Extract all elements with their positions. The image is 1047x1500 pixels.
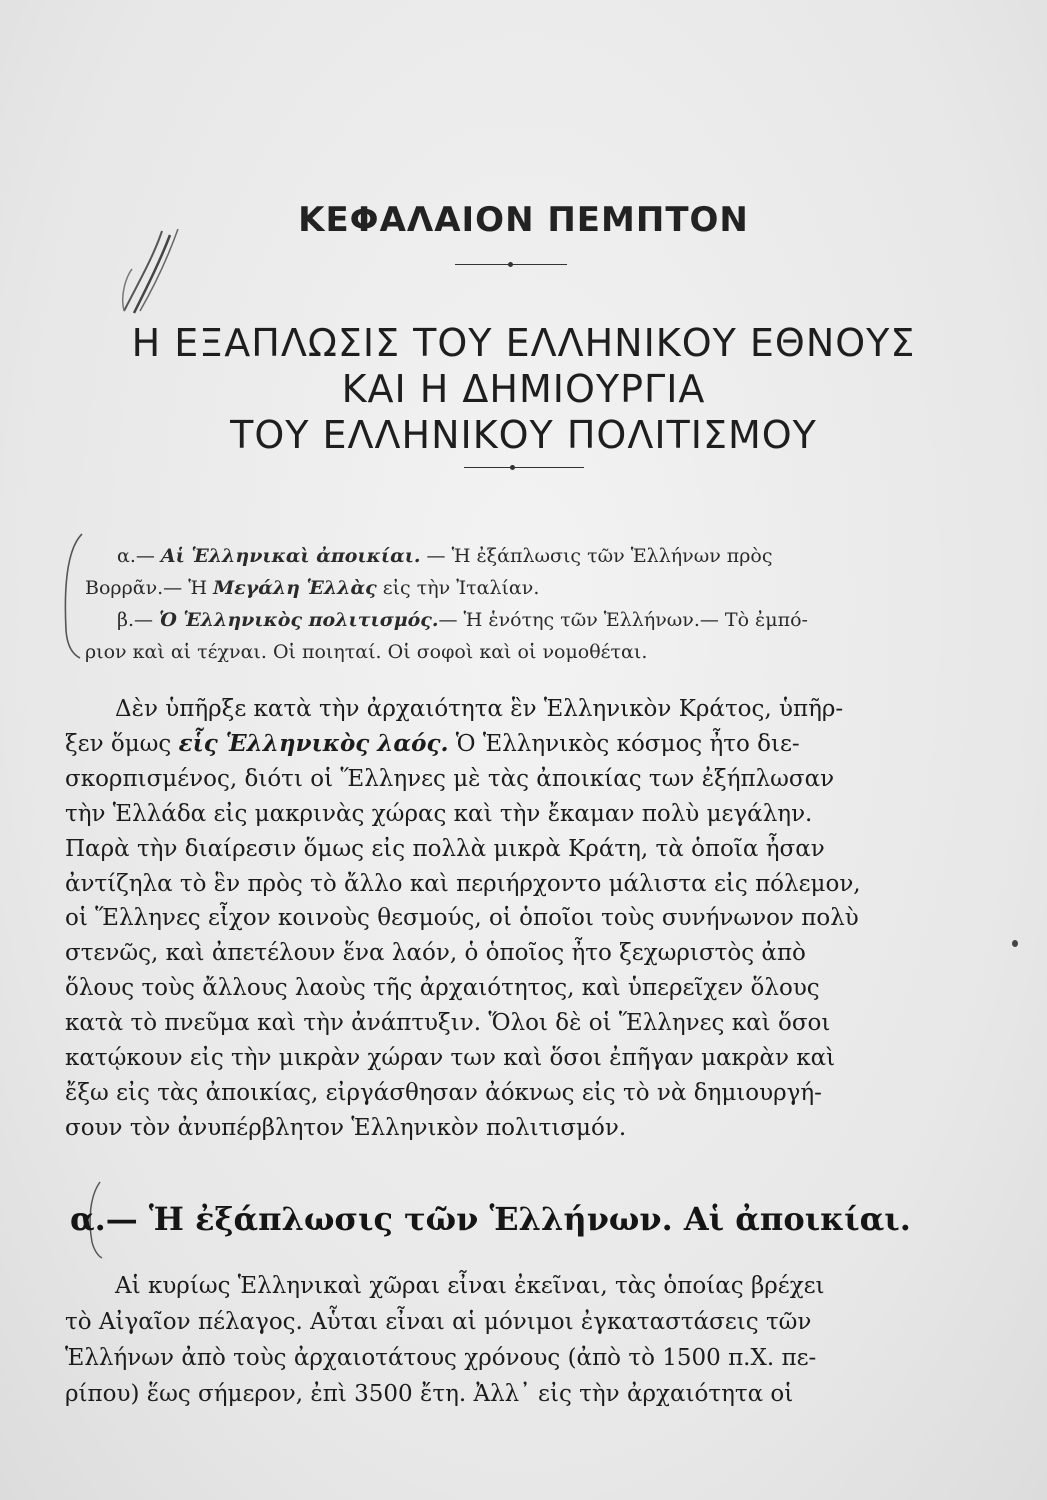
intro-line: οἱ Ἕλληνες εἶχον κοινοὺς θεσμούς, οἱ ὁποῖοι τοὺς συνήνωνον πολὺ xyxy=(65,905,859,932)
intro-line-2: ξεν ὅμως εἷς Ἑλληνικὸς λαός. Ὁ Ἑλληνικὸς κόσμος ἦτο διε- xyxy=(65,729,800,757)
intro-line: τὴν Ἑλλάδα εἰς μακρινὰς χώρας καὶ τὴν ἔκαμαν πολὺ μεγάλην. xyxy=(65,800,813,827)
chapter-title-line-2: ΚΑΙ Η ΔΗΜΙΟΥΡΓΙΑ xyxy=(341,367,706,411)
summary-line-1: α.— Αἱ Ἑλληνικαὶ ἀποικίαι. — Ἡ ἐξάπλωσις τῶν Ἑλλήνων πρὸς xyxy=(117,545,773,567)
intro-line: σουν τὸν ἀνυπέρβλητον Ἑλληνικὸν πολιτισμόν. xyxy=(65,1114,627,1141)
chapter-title xyxy=(40,320,1007,458)
intro-line: στενῶς, καὶ ἀπετέλουν ἕνα λαόν, ὁ ὁποῖος ἦτο ξεχωριστὸς ἀπὸ xyxy=(65,940,806,967)
intro-line: ὅλους τοὺς ἄλλους λαοὺς τῆς ἀρχαιότητος, καὶ ὑπερεῖχεν ὅλους xyxy=(65,975,820,1002)
summary-line-3: β.— Ὁ Ἑλληνικὸς πολιτισμός.— Ἡ ἑνότης τῶν Ἑλλήνων.— Τὸ ἐμπό- xyxy=(117,609,808,631)
ornament-dot-top xyxy=(508,262,513,267)
summary-line-2: Βορρᾶν.— Ἡ Μεγάλη Ἑλλὰς εἰς τὴν Ἰταλίαν. xyxy=(85,577,540,599)
intro-line-1: Δὲν ὑπῆρξε κατὰ τὴν ἀρχαιότητα ἓν Ἑλληνικὸν Κράτος, ὑπῆρ- xyxy=(115,696,844,722)
intro-line: ἔξω εἰς τὰς ἀποικίας, εἰργάσθησαν ἀόκνως εἰς τὸ νὰ δημιουργή- xyxy=(65,1079,822,1106)
ornament-dot-bottom xyxy=(510,465,515,470)
intro-line: σκορπισμένος, διότι οἱ Ἕλληνες μὲ τὰς ἀποικίας των ἐξήπλωσαν xyxy=(65,765,835,792)
chapter-summary xyxy=(85,540,925,668)
intro-line: κατῴκουν εἰς τὴν μικρὰν χώραν των καὶ ὅσοι ἐπῆγαν μακρὰν καὶ xyxy=(65,1045,836,1072)
section-line: τὸ Αἰγαῖον πέλαγος. Αὗται εἶναι αἱ μόνιμοι ἐγκαταστάσεις τῶν xyxy=(65,1309,812,1335)
chapter-label: ΚΕΦΑΛΑΙΟΝ ΠΕΜΠΤΟΝ xyxy=(298,200,749,240)
section-heading: α.— Ἡ ἐξάπλωσις τῶν Ἑλλήνων. Αἱ ἀποικίαι. xyxy=(70,1200,911,1238)
intro-line: Παρὰ τὴν διαίρεσιν ὅμως εἰς πολλὰ μικρὰ Κράτη, τὰ ὁποῖα ἦσαν xyxy=(65,835,825,862)
intro-line: κατὰ τὸ πνεῦμα καὶ τὴν ἀνάπτυξιν. Ὅλοι δὲ οἱ Ἕλληνες καὶ ὅσοι xyxy=(65,1010,831,1037)
intro-line: ἀντίζηλα τὸ ἓν πρὸς τὸ ἄλλο καὶ περιήρχοντο μάλιστα εἰς πόλεμον, xyxy=(65,870,861,897)
intro-paragraph xyxy=(65,692,925,1146)
pencil-bracket-summary xyxy=(58,530,88,660)
ornament-rule-bottom xyxy=(464,467,584,468)
section-line: Ἑλλήνων ἀπὸ τοὺς ἀρχαιοτάτους χρόνους (ἀπὸ τὸ 1500 π.Χ. πε- xyxy=(65,1345,817,1371)
chapter-title-line-3: ΤΟΥ ΕΛΛΗΝΙΚΟΥ ΠΟΛΙΤΙΣΜΟΥ xyxy=(230,413,817,457)
paper-speck xyxy=(1012,940,1018,947)
section-paragraph xyxy=(65,1268,925,1412)
section-line: ρίπου) ἕως σήμερον, ἐπὶ 3500 ἔτη. Ἀλλ᾿ εἰς τὴν ἀρχαιότητα οἱ xyxy=(65,1381,794,1407)
chapter-title-line-1: Η ΕΞΑΠΛΩΣΙΣ ΤΟΥ ΕΛΛΗΝΙΚΟΥ ΕΘΝΟΥΣ xyxy=(131,321,916,365)
section-line: Αἱ κυρίως Ἑλληνικαὶ χῶραι εἶναι ἐκεῖναι, τὰς ὁποίας βρέχει xyxy=(115,1273,825,1299)
summary-line-4: ριον καὶ αἱ τέχναι. Οἱ ποιηταί. Οἱ σοφοὶ καὶ οἱ νομοθέται. xyxy=(85,641,648,663)
